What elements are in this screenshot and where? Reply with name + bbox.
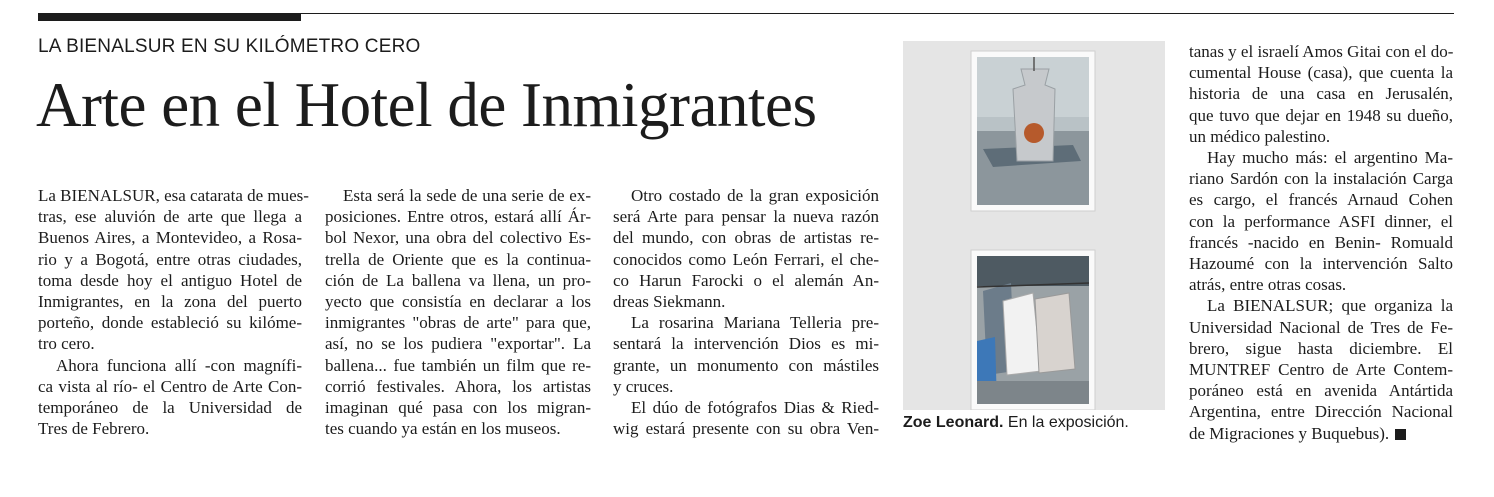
text-line: posiciones. Entre otros, estará allí Ár-	[325, 207, 591, 227]
section-rule-bar	[38, 13, 301, 21]
text-line: trella de Oriente que es la continua-	[325, 249, 591, 269]
text-line: temporáneo de la Universidad de	[38, 398, 302, 418]
text-line: Hazoumé con la intervención Salto	[1189, 254, 1453, 274]
text-line: tes cuando ya están en los museos.	[325, 419, 561, 439]
article-column-4	[1189, 41, 1453, 444]
text-line: Argentina, entre Dirección Nacional	[1189, 402, 1453, 422]
text-line	[1189, 423, 1453, 444]
text-line: cumental House (casa), que cuenta la	[1189, 63, 1453, 83]
text-line: La BIENALSUR, esa catarata de mues-	[38, 186, 309, 205]
text-line: sentará la intervención Dios es mi-	[613, 334, 879, 354]
text-line: francés -nacido en Benin- Romuald	[1189, 232, 1453, 252]
text-line: Ahora funciona allí -con magnífi-	[56, 355, 302, 375]
text-line: La rosarina Mariana Telleria pre-	[631, 313, 879, 333]
text-line: tro cero.	[38, 334, 95, 354]
article-column-1	[38, 185, 309, 439]
text-line: rio y a Bogotá, entre otras ciudades,	[38, 249, 302, 269]
text-line: Inmigrantes, en la zona del puerto	[38, 292, 302, 312]
exhibition-photo-graphic	[903, 41, 1165, 410]
text-line: historia de una casa en Jerusalén,	[1189, 84, 1453, 104]
text-line-content: de Migraciones y Buquebus).	[1189, 423, 1390, 443]
text-line: El dúo de fotógrafos Dias & Ried-	[631, 398, 879, 418]
text-line: riano Sardón con la instalación Carga	[1189, 169, 1453, 189]
text-line: con la performance ASFI dinner, el	[1189, 211, 1453, 231]
article-column-3	[613, 185, 879, 439]
text-line: Esta será la sede de una serie de ex-	[343, 186, 591, 205]
text-line: inmigrantes "obras de arte" para que,	[325, 313, 591, 333]
text-line: La BIENALSUR; que organiza la	[1207, 296, 1453, 316]
text-line: poráneo está en avenida Antártida	[1189, 381, 1453, 401]
text-line: wig estará presente con su obra Ven-	[613, 419, 879, 439]
headline: Arte en el Hotel de Inmigrantes	[36, 70, 817, 140]
text-line: así, no se los pudiera "exportar". La	[325, 334, 591, 354]
text-line: que tuvo que dejar en 1948 su dueño,	[1189, 105, 1453, 125]
text-line: bol Nexor, una obra del colectivo Es-	[325, 228, 591, 248]
text-line: brero, sigue hasta diciembre. El	[1189, 338, 1453, 358]
text-line: toma desde hoy el antiguo Hotel de	[38, 270, 302, 290]
text-line: tanas y el israelí Amos Gitai con el do-	[1189, 42, 1454, 61]
photo-caption	[903, 414, 1129, 432]
text-line: co Harun Farocki o el alemán An-	[613, 270, 879, 290]
text-line: un médico palestino.	[1189, 126, 1331, 146]
text-line: y cruces.	[613, 376, 674, 396]
text-line: yecto que consistía en declarar a los	[325, 292, 591, 312]
caption-text: En la exposición.	[1003, 414, 1129, 431]
text-line: ca vista al río- el Centro de Arte Con-	[38, 376, 302, 396]
text-line: Otro costado de la gran exposición	[631, 186, 879, 205]
text-line: Buenos Aires, a Montevideo, a Rosa-	[38, 228, 302, 248]
caption-credit: Zoe Leonard.	[903, 414, 1004, 431]
text-line: ballena... fue también un film que re-	[325, 355, 591, 375]
text-line: Hay mucho más: el argentino Ma-	[1207, 148, 1453, 168]
text-line: Universidad Nacional de Tres de Fe-	[1189, 317, 1453, 337]
text-line: porteño, donde estableció su kilóme-	[38, 313, 302, 333]
text-line: Tres de Febrero.	[38, 419, 150, 439]
text-line: dreas Siekmann.	[613, 292, 726, 312]
kicker: LA BIENALSUR EN SU KILÓMETRO CERO	[38, 36, 421, 57]
end-of-article-mark	[1395, 429, 1406, 440]
text-line: del mundo, con obras de artistas re-	[613, 228, 879, 248]
text-line: tras, ese aluvión de arte que llega a	[38, 207, 302, 227]
article-column-2	[325, 185, 591, 439]
exhibition-photo	[903, 41, 1165, 410]
text-line: imaginan qué pasa con los migran-	[325, 398, 591, 418]
text-line: será Arte para pensar la nueva razón	[613, 207, 879, 227]
text-line: atrás, entre otras cosas.	[1189, 275, 1347, 295]
text-line: es cargo, el francés Arnaud Cohen	[1189, 190, 1453, 210]
text-line: grante, un monumento con mástiles	[613, 355, 879, 375]
text-line: ción de La ballena va llena, un pro-	[325, 270, 591, 290]
text-line: corrió festivales. Ahora, los artistas	[325, 376, 591, 396]
text-line: conocidos como León Ferrari, el che-	[613, 249, 879, 269]
text-line: MUNTREF Centro de Arte Contem-	[1189, 360, 1453, 380]
